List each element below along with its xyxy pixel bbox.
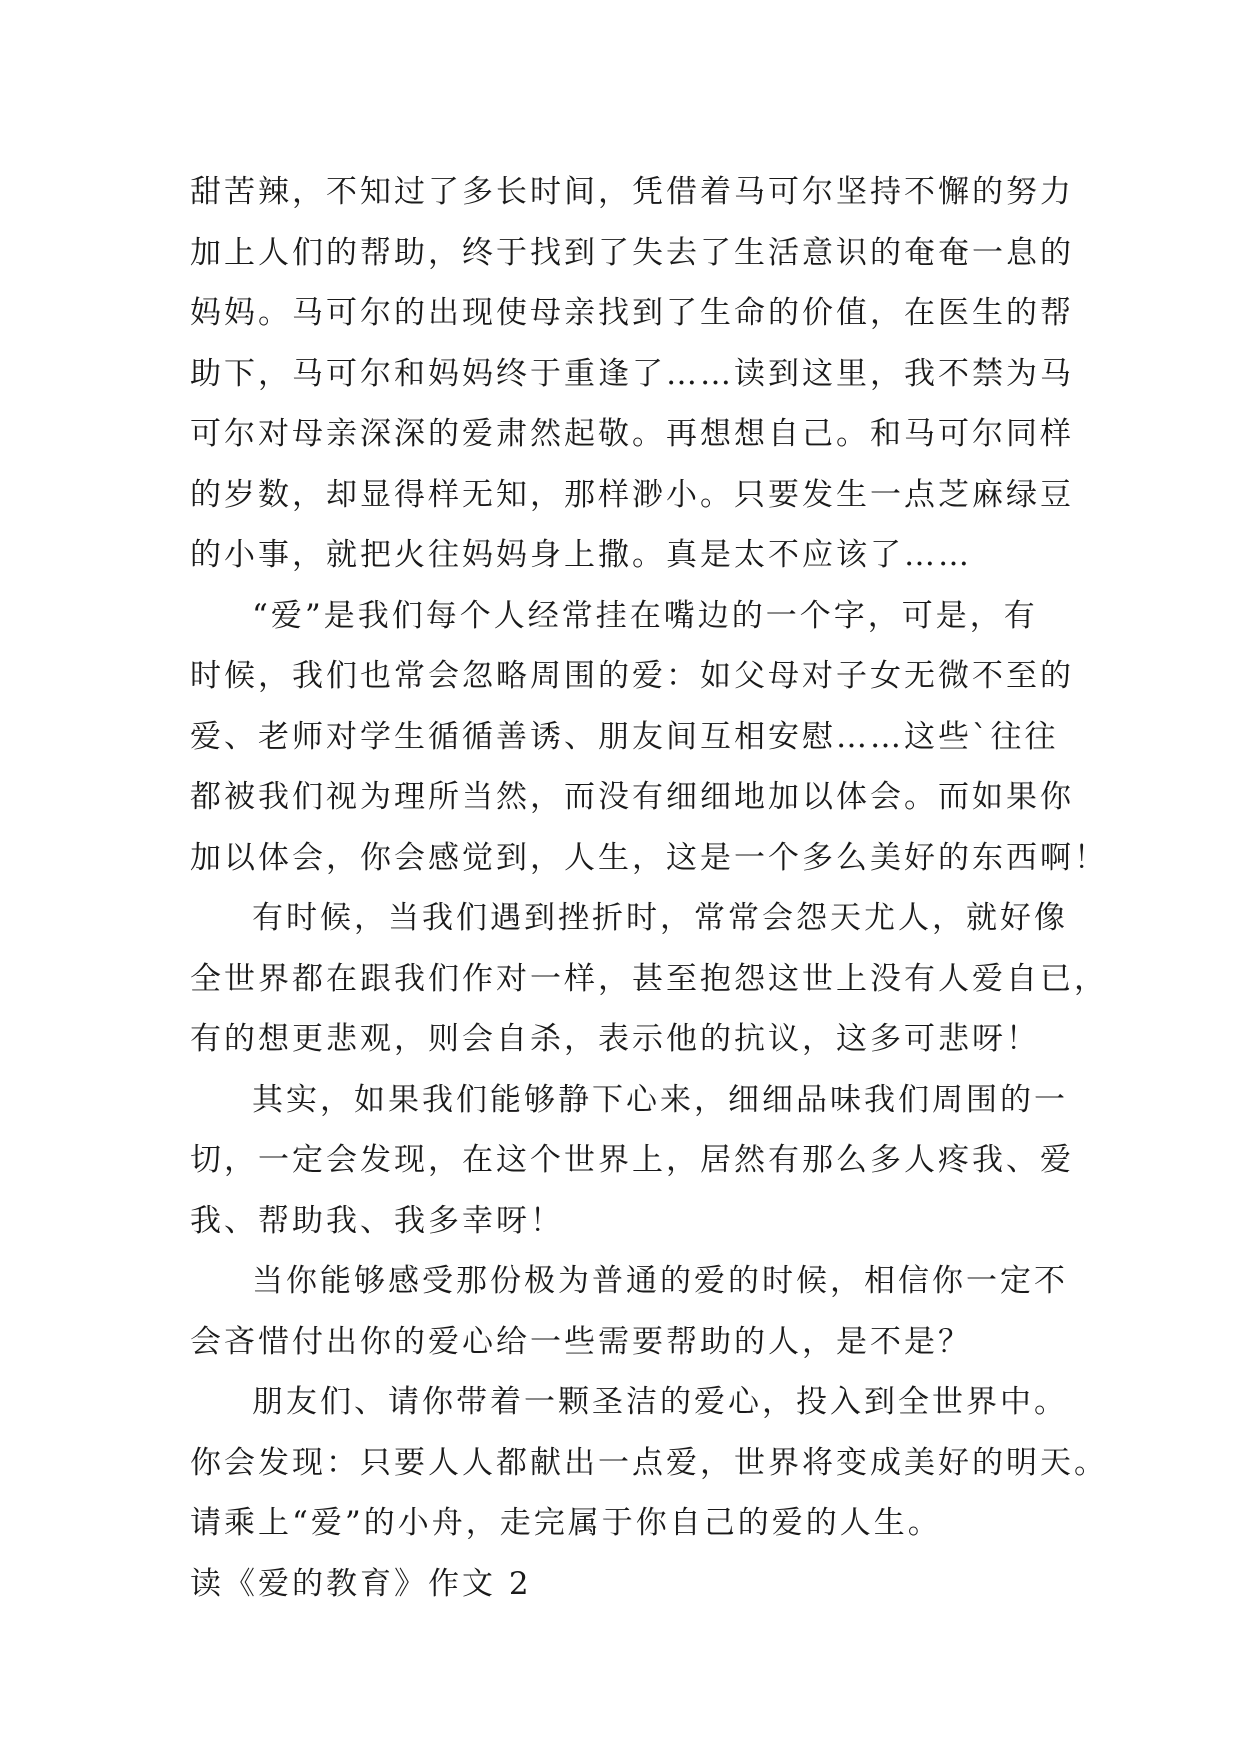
text-line: 你会发现：只要人人都献出一点爱，世界将变成美好的明天。 [190, 1444, 1108, 1481]
text-line: 的岁数，却显得样无知，那样渺小。只要发生一点芝麻绿豆 [190, 476, 1074, 513]
text-line: 会吝惜付出你的爱心给一些需要帮助的人，是不是？ [190, 1323, 972, 1360]
paragraph-4 [190, 1070, 1074, 1252]
text-line: 朋友们、请你带着一颗圣洁的爱心，投入到全世界中。 [252, 1384, 1068, 1420]
text-line: 我、帮助我、我多幸呀！ [190, 1202, 564, 1239]
text-line: 的小事，就把火往妈妈身上撒。真是太不应该了…… [190, 537, 972, 573]
text-line: 当你能够感受那份极为普通的爱的时候，相信你一定不 [252, 1263, 1068, 1299]
text-line: 请乘上“爱”的小舟，走完属于你自己的爱的人生。 [190, 1505, 942, 1541]
text-line: 可尔对母亲深深的爱肃然起敬。再想想自己。和马可尔同样 [190, 416, 1074, 452]
paragraph-5 [190, 1251, 1068, 1372]
text-line: 爱、老师对学生循循善诱、朋友间互相安慰……这些`往往 [190, 718, 1059, 755]
text-line: “爱”是我们每个人经常挂在嘴边的一个字，可是，有 [252, 597, 1038, 634]
text-line: 切，一定会发现，在这个世界上，居然有那么多人疼我、爱 [190, 1142, 1074, 1178]
text-line: 助下，马可尔和妈妈终于重逢了……读到这里，我不禁为马 [190, 355, 1074, 392]
text-line: 有的想更悲观，则会自杀，表示他的抗议，这多可悲呀！ [190, 1021, 1040, 1057]
text-line: 时候，我们也常会忽略周围的爱：如父母对子女无微不至的 [190, 658, 1074, 694]
section-heading: 读《爱的教育》作文 2 [190, 1565, 532, 1602]
text-line: 有时候，当我们遇到挫折时，常常会怨天尤人，就好像 [252, 900, 1068, 936]
text-line: 都被我们视为理所当然，而没有细细地加以体会。而如果你 [190, 779, 1074, 815]
text-line: 甜苦辣，不知过了多长时间，凭借着马可尔坚持不懈的努力 [190, 174, 1074, 210]
text-line: 全世界都在跟我们作对一样，甚至抱怨这世上没有人爱自已， [190, 960, 1108, 997]
text-line: 加上人们的帮助，终于找到了失去了生活意识的奄奄一息的 [190, 234, 1074, 271]
paragraph-6 [190, 1372, 1108, 1554]
text-line: 妈妈。马可尔的出现使母亲找到了生命的价值，在医生的帮 [190, 295, 1074, 331]
text-line: 加以体会，你会感觉到，人生，这是一个多么美好的东西啊！ [190, 839, 1108, 876]
essay-body [190, 162, 1108, 1614]
paragraph-1 [190, 162, 1074, 586]
text-line: 其实，如果我们能够静下心来，细细品味我们周围的一 [252, 1081, 1068, 1118]
paragraph-3 [190, 888, 1108, 1070]
paragraph-2 [190, 586, 1108, 889]
